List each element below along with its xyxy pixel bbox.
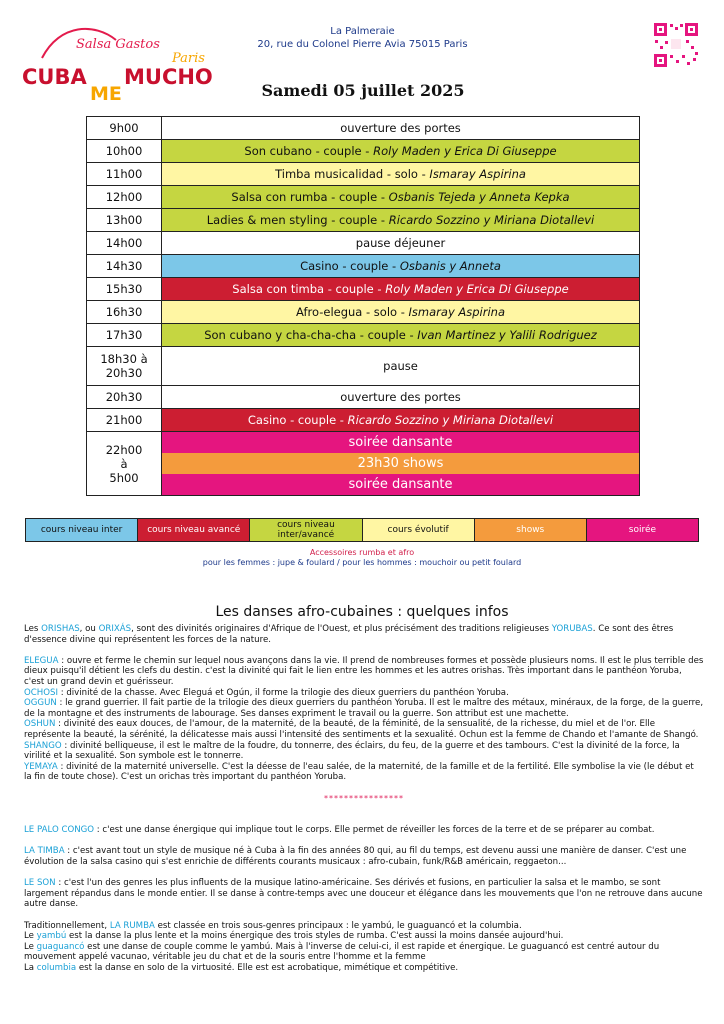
schedule-row: [87, 232, 640, 255]
venue-address: 20, rue du Colonel Pierre Avia 75015 Paris: [257, 39, 468, 50]
gods-list: [24, 656, 704, 783]
schedule-activity: [162, 386, 640, 409]
schedule-time: 14h30: [87, 255, 162, 278]
activity-label: Timba musicalidad - solo -: [275, 167, 426, 181]
performer-names: Ricardo Sozzino y Miriana Diotallevi: [388, 213, 595, 227]
activity-label: pause déjeuner: [355, 236, 446, 250]
schedule-time: 12h00: [87, 186, 162, 209]
yambu-paragraph: Le yambú est la danse la plus lente et la moins énergique des trois styles de rumba. C'est aussi la moins dansée aujourd'hui.: [24, 931, 564, 942]
schedule-row: [87, 278, 640, 301]
son-paragraph: LE SON : c'est l'un des genres les plus influents de la musique latino-américaine. Ses dérivés et fusions, en particulier la salsa et le mambo, se sont largement répandus dans le monde entier. Il se danse à contre-temps avec une douceur et élégance dans les mouvements que l'on ne retrouve dans aucune autre danse.: [24, 878, 703, 910]
schedule-activity: [162, 278, 640, 301]
time-line-2: 20h30: [105, 366, 143, 380]
activity-label: Afro-elegua - solo -: [295, 305, 405, 319]
schedule-activity: [162, 186, 640, 209]
performer-names: Osbanis y Anneta: [399, 259, 501, 273]
schedule-time: 20h30: [87, 386, 162, 409]
schedule-table: [86, 116, 640, 496]
performer-names: Ivan Martinez y Yalili Rodriguez: [417, 328, 597, 342]
evening-bar2: 23h30 shows: [162, 453, 639, 474]
schedule-row: [87, 324, 640, 347]
columbia-paragraph: La columbia est la danse en solo de la virtuosité. Elle est est acrobatique, mimétique et compétitive.: [24, 963, 459, 973]
evening-bars: [162, 432, 640, 496]
schedule-activity: [162, 255, 640, 278]
venue-name: La Palmeraie: [330, 26, 395, 37]
schedule-row: [87, 255, 640, 278]
schedule-activity: [162, 347, 640, 386]
activity-label: Son cubano y cha-cha-cha - couple -: [204, 328, 414, 342]
palo-congo-paragraph: LE PALO CONGO : c'est une danse énergique qui implique tout le corps. Elle permet de réveiller les forces de la terre et de se préparer au combat.: [24, 825, 655, 836]
schedule-time: 15h30: [87, 278, 162, 301]
schedule-activity: [162, 232, 640, 255]
logo-cuba: CUBA: [22, 65, 87, 89]
performer-names: Ricardo Sozzino y Miriana Diotallevi: [347, 413, 554, 427]
activity-label: Casino - couple -: [247, 413, 344, 427]
time-line-1: 18h30 à: [100, 352, 148, 366]
legend-item: shows: [475, 519, 587, 541]
evening-bar3: soirée dansante: [162, 474, 639, 495]
performer-names: Roly Maden y Erica Di Giuseppe: [385, 282, 569, 296]
orisha-name: SHANGO: [24, 740, 62, 751]
schedule-time: 9h00: [87, 117, 162, 140]
schedule-activity: [162, 140, 640, 163]
orisha-entry: [24, 762, 704, 783]
performer-names: Roly Maden y Erica Di Giuseppe: [373, 144, 557, 158]
orisha-entry: [24, 741, 704, 762]
schedule-time: [87, 432, 162, 496]
guaguanco-paragraph: Le guaguancó est une danse de couple comme le yambú. Mais à l'inverse de celui-ci, il est rapide et énergique. Le guaguancó est centré autour du mouvement appelé vacunao, véritable jeu du chat et de la souris entre l'homme et la femme: [24, 941, 660, 963]
legend-item: cours niveau avancé: [138, 519, 250, 541]
activity-label: pause: [383, 359, 418, 373]
legend-item: soirée: [587, 519, 698, 541]
activity-label: Salsa con timba - couple -: [232, 282, 382, 296]
schedule-activity: [162, 163, 640, 186]
schedule-activity: [162, 209, 640, 232]
logo-me: ME: [90, 83, 122, 105]
accessories-detail: pour les femmes : jupe & foulard / pour les hommes : mouchoir ou petit foulard: [202, 558, 522, 567]
schedule-row: [87, 140, 640, 163]
performer-names: Osbanis Tejeda y Anneta Kepka: [388, 190, 570, 204]
orisha-name: YEMAYA: [24, 761, 58, 772]
schedule-time: 13h00: [87, 209, 162, 232]
orisha-name: ELEGUA: [24, 655, 59, 666]
schedule-row-evening: [87, 432, 640, 496]
time-line: 5h00: [109, 470, 139, 485]
orishas-intro: Les ORISHAS, ou ORIXÁS, sont des divinités originaires d'Afrique de l'Ouest, et plus précisément des traditions religieuses YORUBAS. Ce sont des êtres d'essence divine qui représentent les forces de la nature.: [24, 624, 674, 645]
orisha-entry: [24, 688, 704, 699]
logo-mucho: MUCHO: [124, 65, 213, 89]
schedule-time: 17h30: [87, 324, 162, 347]
schedule-time: [87, 347, 162, 386]
orisha-entry: [24, 698, 704, 719]
time-line: 22h00: [105, 442, 143, 457]
schedule-row: [87, 209, 640, 232]
performer-names: Ismaray Aspirina: [408, 305, 506, 319]
schedule-activity: [162, 301, 640, 324]
orisha-description: : divinité belliqueuse, il est le maître de la foudre, du tonnerre, des éclairs, du feu, de la guerre et des tambours. C'est la divinité de la force, la virilité et la sexualité. Son symbole est le tonnerre.: [24, 740, 680, 762]
activity-label: Ladies & men styling - couple -: [206, 213, 386, 227]
schedule-row: [87, 163, 640, 186]
rumba-paragraph: Traditionnellement, LA RUMBA est classée en trois sous-genres principaux : le yambú, le guaguancó et la columbia.: [24, 920, 522, 931]
qr-code[interactable]: [653, 22, 699, 68]
orisha-description: : ouvre et ferme le chemin sur lequel nous avançons dans la vie. Il prend de nombreuses formes et possède plusieurs noms. Il est le plus terrible des dieux puisqu'il détient les clefs du destin. c'est la divinité qui fait le lien entre les hommes et les autres orishas. Très important dans le panthéon Yoruba, c'est un grand devin et guérisseur.: [24, 655, 704, 687]
schedule-row: [87, 386, 640, 409]
orisha-description: : divinité des eaux douces, de l'amour, de la maternité, de la beauté, de la féminité, de la sensualité, de la richesse, du miel et de l'or. Elle représente la beauté, la sérénité, la délicatesse mais aussi l'intensité des sentiments et la sexualité. Ochun est la femme de Chando et l'amante de Shangó.: [24, 719, 699, 740]
evening-bar1: soirée dansante: [162, 432, 639, 453]
info-text: [24, 624, 704, 974]
orisha-description: : divinité de la maternité universelle. C'est la déesse de l'eau salée, de la maternité, de la famille et de la fertilité. Elle symbolise la vie (le début et la fin de toute chose). C'est un orichas très important du panthéon Yoruba.: [24, 761, 694, 783]
orisha-name: OGGUN: [24, 698, 57, 709]
logo-top-text: Salsa Gastos: [76, 37, 160, 52]
schedule-row: [87, 301, 640, 324]
time-line: à: [120, 456, 128, 471]
separator-stars: ****************: [324, 793, 404, 803]
activity-label: Son cubano - couple -: [244, 144, 370, 158]
legend-item: cours niveau inter: [26, 519, 138, 541]
legend-item: cours niveau inter/avancé: [250, 519, 362, 541]
legend-item: cours évolutif: [363, 519, 475, 541]
schedule-time: 11h00: [87, 163, 162, 186]
info-title: Les danses afro-cubaines : quelques infos: [215, 604, 509, 620]
schedule-time: 10h00: [87, 140, 162, 163]
schedule-time: 16h30: [87, 301, 162, 324]
schedule-row: [87, 347, 640, 386]
schedule-row: [87, 117, 640, 140]
schedule-row: [87, 409, 640, 432]
event-date: Samedi 05 juillet 2025: [261, 81, 465, 100]
orisha-entry: [24, 719, 704, 740]
schedule-row: [87, 186, 640, 209]
orisha-entry: [24, 656, 704, 688]
orisha-description: : divinité de la chasse. Avec Eleguá et Ogún, il forme la trilogie des dieux guerriers du panthéon Yoruba.: [57, 687, 509, 698]
schedule-activity: [162, 324, 640, 347]
cuba-me-mucho-logo: [20, 18, 220, 110]
orisha-description: : le grand guerrier. Il fait partie de la trilogie des dieux guerriers du panthéon Yoruba. Il est le maître des métaux, minéraux, de la forge, de la guerre, de la montagne et des instruments de labourage. Ses danses expriment le travail ou la guerre. Son attribut est une machette.: [24, 698, 704, 719]
logo-paris: Paris: [172, 51, 205, 66]
orisha-name: OSHUN: [24, 719, 56, 730]
schedule-activity: [162, 117, 640, 140]
color-legend: [25, 518, 699, 542]
performer-names: Ismaray Aspirina: [429, 167, 526, 181]
activity-label: ouverture des portes: [340, 390, 461, 404]
venue-block: [250, 25, 475, 51]
schedule-time: 21h00: [87, 409, 162, 432]
schedule-activity: [162, 409, 640, 432]
activity-label: ouverture des portes: [340, 121, 461, 135]
timba-paragraph: LA TIMBA : c'est avant tout un style de musique né à Cuba à la fin des années 80 qui, au fil du temps, est devenu aussi une manière de danser. C'est une évolution de la salsa casino qui s'est enrichie de différents courants musicaux : afro-cubain, funk/R&B américain, reggaeton...: [24, 846, 687, 868]
orisha-name: OCHOSI: [24, 687, 58, 698]
schedule-time: 14h00: [87, 232, 162, 255]
activity-label: Salsa con rumba - couple -: [231, 190, 386, 204]
accessories-title: Accessoires rumba et afro: [309, 548, 415, 557]
activity-label: Casino - couple -: [300, 259, 397, 273]
